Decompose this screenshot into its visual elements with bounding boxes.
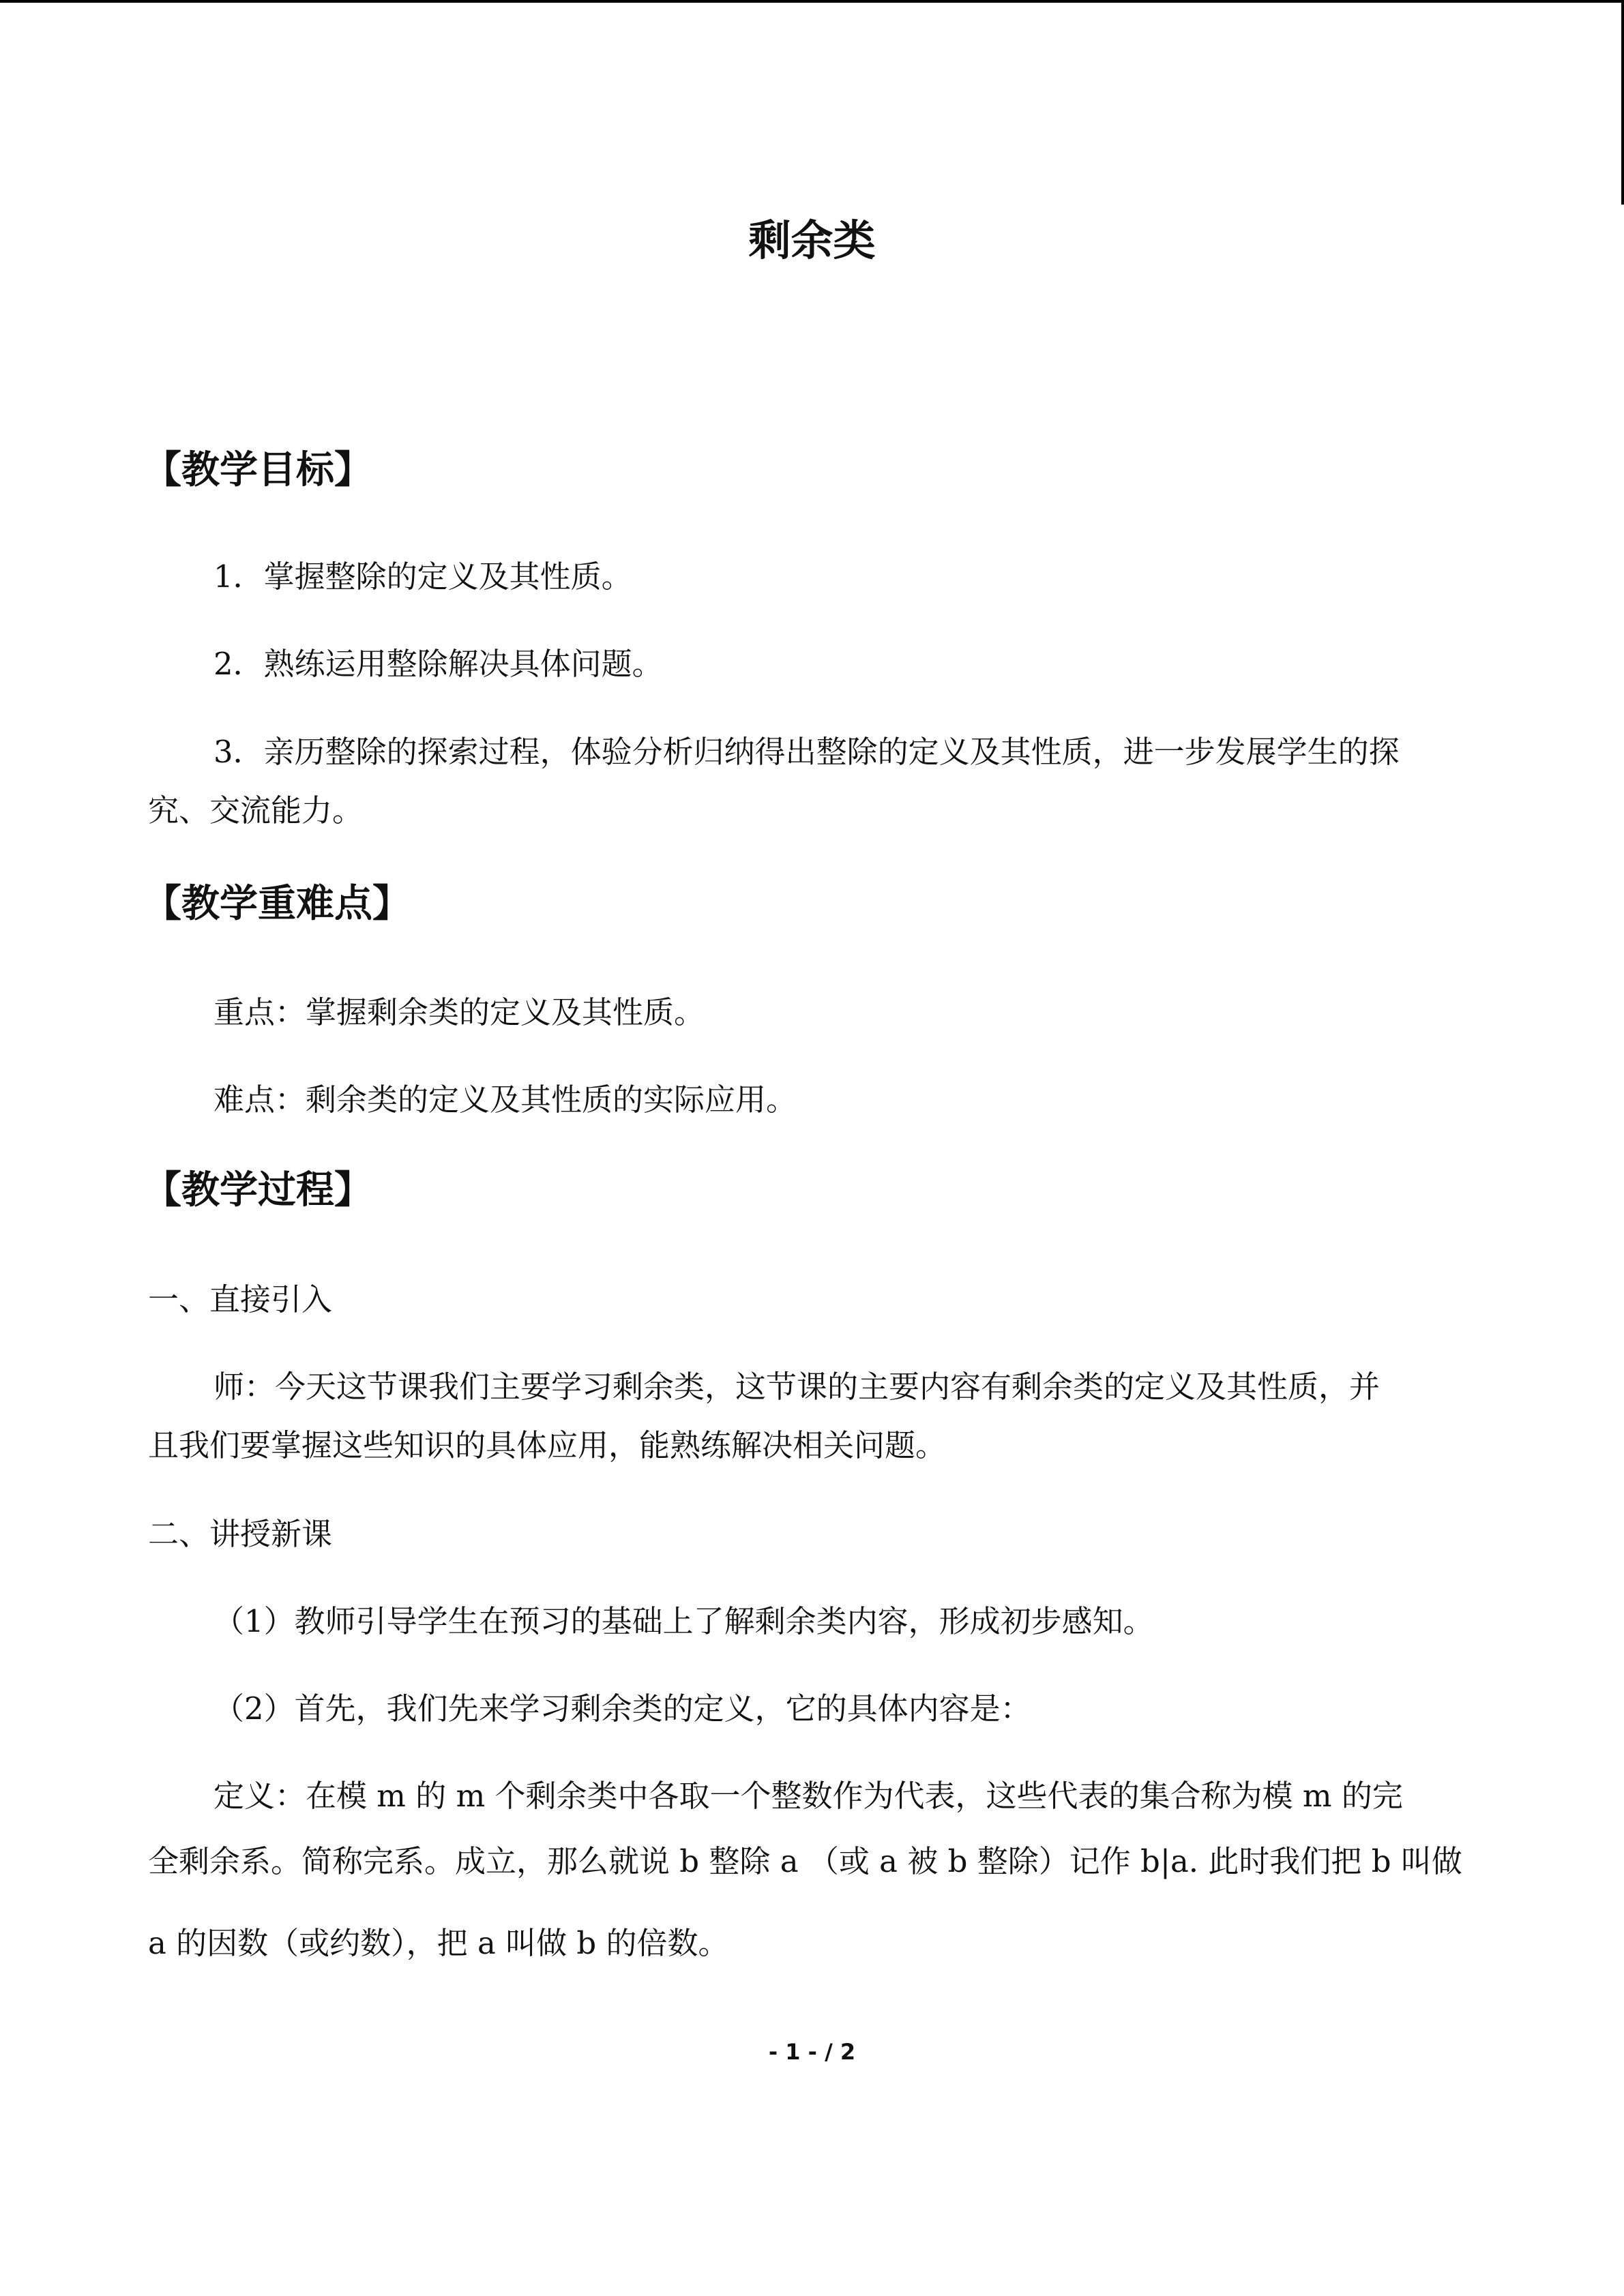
process-step-1: （1）教师引导学生在预习的基础上了解剩余类内容，形成初步感知。 [213, 1603, 1154, 1639]
definition-line-2: 全剩余系。简称完系。成立，那么就说 b 整除 a （或 a 被 b 整除）记作 b|a. 此时我们把 b 叫做 [148, 1843, 1462, 1879]
key-point-difficulty: 难点：剩余类的定义及其性质的实际应用。 [213, 1082, 797, 1118]
page-top-border [0, 0, 1624, 3]
process-part1-title: 一、直接引入 [148, 1281, 333, 1317]
page-number-footer: - 1 - / 2 [768, 2039, 856, 2065]
objective-item-1: 1．掌握整除的定义及其性质。 [213, 558, 632, 595]
process-part1-paragraph-line1: 师：今天这节课我们主要学习剩余类，这节课的主要内容有剩余类的定义及其性质，并 [213, 1369, 1381, 1405]
objective-item-2: 2．熟练运用整除解决具体问题。 [213, 646, 663, 682]
page-right-border [1621, 0, 1624, 205]
definition-line-1: 定义：在模 m 的 m 个剩余类中各取一个整数作为代表，这些代表的集合称为模 m 的完 [213, 1778, 1403, 1814]
section-heading-process: 【教学过程】 [143, 1168, 372, 1212]
definition-line-3: a 的因数（或约数），把 a 叫做 b 的倍数。 [148, 1925, 729, 1961]
objective-item-3: 3．亲历整除的探索过程，体验分析归纳得出整除的定义及其性质，进一步发展学生的探 [213, 734, 1400, 770]
key-point-focus: 重点：掌握剩余类的定义及其性质。 [213, 994, 705, 1030]
section-heading-objectives: 【教学目标】 [143, 448, 372, 492]
objective-item-3-continued: 究、交流能力。 [148, 792, 364, 829]
process-part1-paragraph-line2: 且我们要掌握这些知识的具体应用，能熟练解决相关问题。 [148, 1427, 947, 1463]
page-title: 剩余类 [748, 215, 876, 265]
section-heading-key-points: 【教学重难点】 [143, 882, 411, 926]
process-part2-title: 二、讲授新课 [148, 1516, 333, 1552]
process-step-2: （2）首先，我们先来学习剩余类的定义，它的具体内容是： [213, 1690, 1031, 1727]
